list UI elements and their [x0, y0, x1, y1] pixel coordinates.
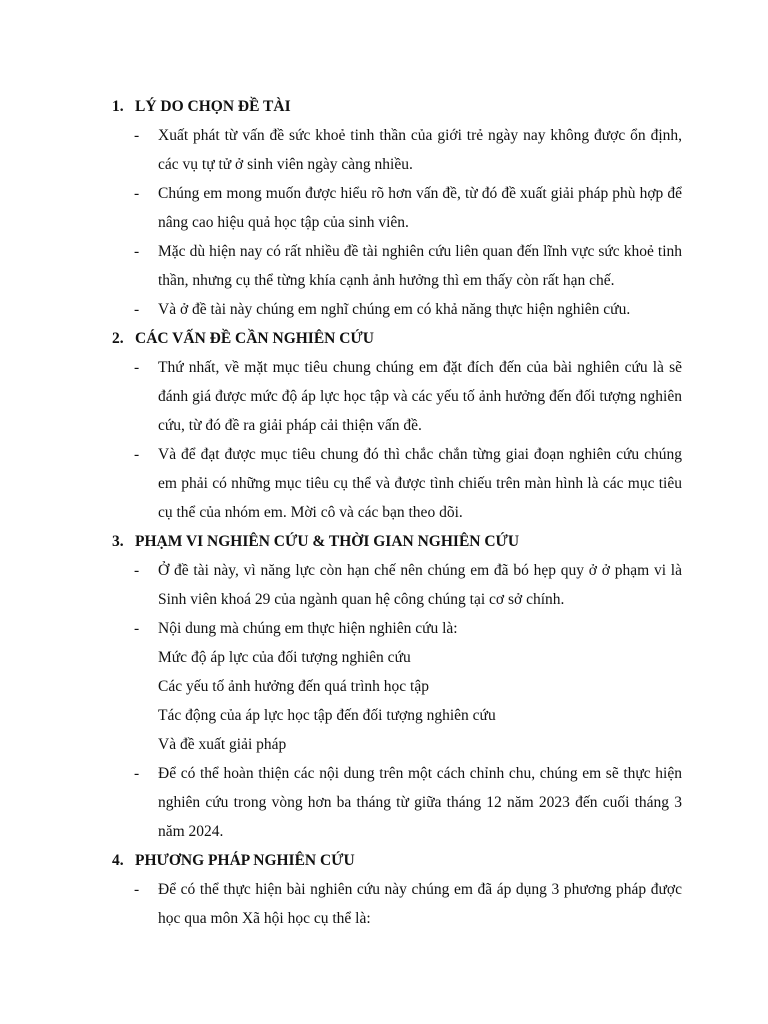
bullet-item	[112, 556, 682, 614]
list-item: Và đề xuất giải pháp	[158, 736, 287, 753]
bullet-text: Chúng em mong muốn được hiểu rõ hơn vấn đề, từ đó đề xuất giải pháp phù hợp để nâng cao hiệu quả học tập của sinh viên.	[158, 185, 682, 231]
section-title: CÁC VẤN ĐỀ CẦN NGHIÊN CỨU	[135, 330, 374, 347]
section-number: 2.	[112, 330, 124, 347]
dash-marker: -	[134, 243, 140, 260]
dash-marker: -	[134, 359, 140, 376]
section-heading	[112, 92, 682, 121]
bullet-text: Ở đề tài này, vì năng lực còn hạn chế nên chúng em đã bó hẹp quy ở ở phạm vi là Sinh viên khoá 29 của ngành quan hệ công chúng tại cơ sở chính.	[158, 562, 682, 608]
bullet-text: Mặc dù hiện nay có rất nhiều đề tài nghiên cứu liên quan đến lĩnh vực sức khoẻ tinh thần, nhưng cụ thể từng khía cạnh ảnh hưởng thì em thấy còn rất hạn chế.	[158, 243, 682, 289]
dash-marker: -	[134, 562, 140, 579]
list-item: Các yếu tố ảnh hưởng đến quá trình học tập	[158, 678, 429, 695]
list-item: Tác động của áp lực học tập đến đối tượng nghiên cứu	[158, 707, 496, 724]
dash-marker: -	[134, 185, 140, 202]
section-title: PHƯƠNG PHÁP NGHIÊN CỨU	[135, 852, 355, 869]
dash-marker: -	[134, 620, 140, 637]
section-number: 1.	[112, 98, 124, 115]
section-title: PHẠM VI NGHIÊN CỨU & THỜI GIAN NGHIÊN CỨU	[135, 533, 520, 550]
bullet-item	[112, 353, 682, 440]
dash-marker: -	[134, 127, 140, 144]
section-heading	[112, 527, 682, 556]
bullet-text: Để có thể thực hiện bài nghiên cứu này chúng em đã áp dụng 3 phương pháp được học qua môn Xã hội học cụ thể là:	[158, 881, 682, 927]
bullet-item	[112, 759, 682, 846]
dash-marker: -	[134, 881, 140, 898]
bullet-item	[112, 295, 682, 324]
bullet-item	[112, 875, 682, 933]
bullet-text: Nội dung mà chúng em thực hiện nghiên cứu là:	[158, 620, 458, 637]
section-number: 3.	[112, 533, 124, 550]
bullet-item	[112, 237, 682, 295]
list-item: Mức độ áp lực của đối tượng nghiên cứu	[158, 649, 411, 666]
dash-marker: -	[134, 446, 140, 463]
section-heading	[112, 324, 682, 353]
section-title: LÝ DO CHỌN ĐỀ TÀI	[135, 98, 291, 115]
section-heading	[112, 846, 682, 875]
section-number: 4.	[112, 852, 124, 869]
dash-marker: -	[134, 765, 140, 782]
bullet-item	[112, 179, 682, 237]
bullet-text: Để có thể hoàn thiện các nội dung trên một cách chỉnh chu, chúng em sẽ thực hiện nghiên cứu trong vòng hơn ba tháng từ giữa tháng 12 năm 2023 đến cuối tháng 3 năm 2024.	[158, 765, 682, 840]
bullet-text: Và để đạt được mục tiêu chung đó thì chắc chắn từng giai đoạn nghiên cứu chúng em phải có những mục tiêu cụ thể và được tình chiếu trên màn hình là các mục tiêu cụ thể của nhóm em. Mời cô và các bạn theo dõi.	[158, 446, 682, 521]
bullet-text: Và ở đề tài này chúng em nghĩ chúng em có khả năng thực hiện nghiên cứu.	[158, 301, 631, 318]
bullet-item	[112, 121, 682, 179]
dash-marker: -	[134, 301, 140, 318]
bullet-item	[112, 614, 682, 643]
bullet-text: Xuất phát từ vấn đề sức khoẻ tinh thần của giới trẻ ngày nay không được ổn định, các vụ tự tử ở sinh viên ngày càng nhiều.	[158, 127, 682, 173]
bullet-text: Thứ nhất, về mặt mục tiêu chung chúng em đặt đích đến của bài nghiên cứu là sẽ đánh giá được mức độ áp lực học tập và các yếu tố ảnh hưởng đến đối tượng nghiên cứu, từ đó đề ra giải pháp cải thiện vấn đề.	[158, 359, 682, 434]
bullet-item	[112, 440, 682, 527]
